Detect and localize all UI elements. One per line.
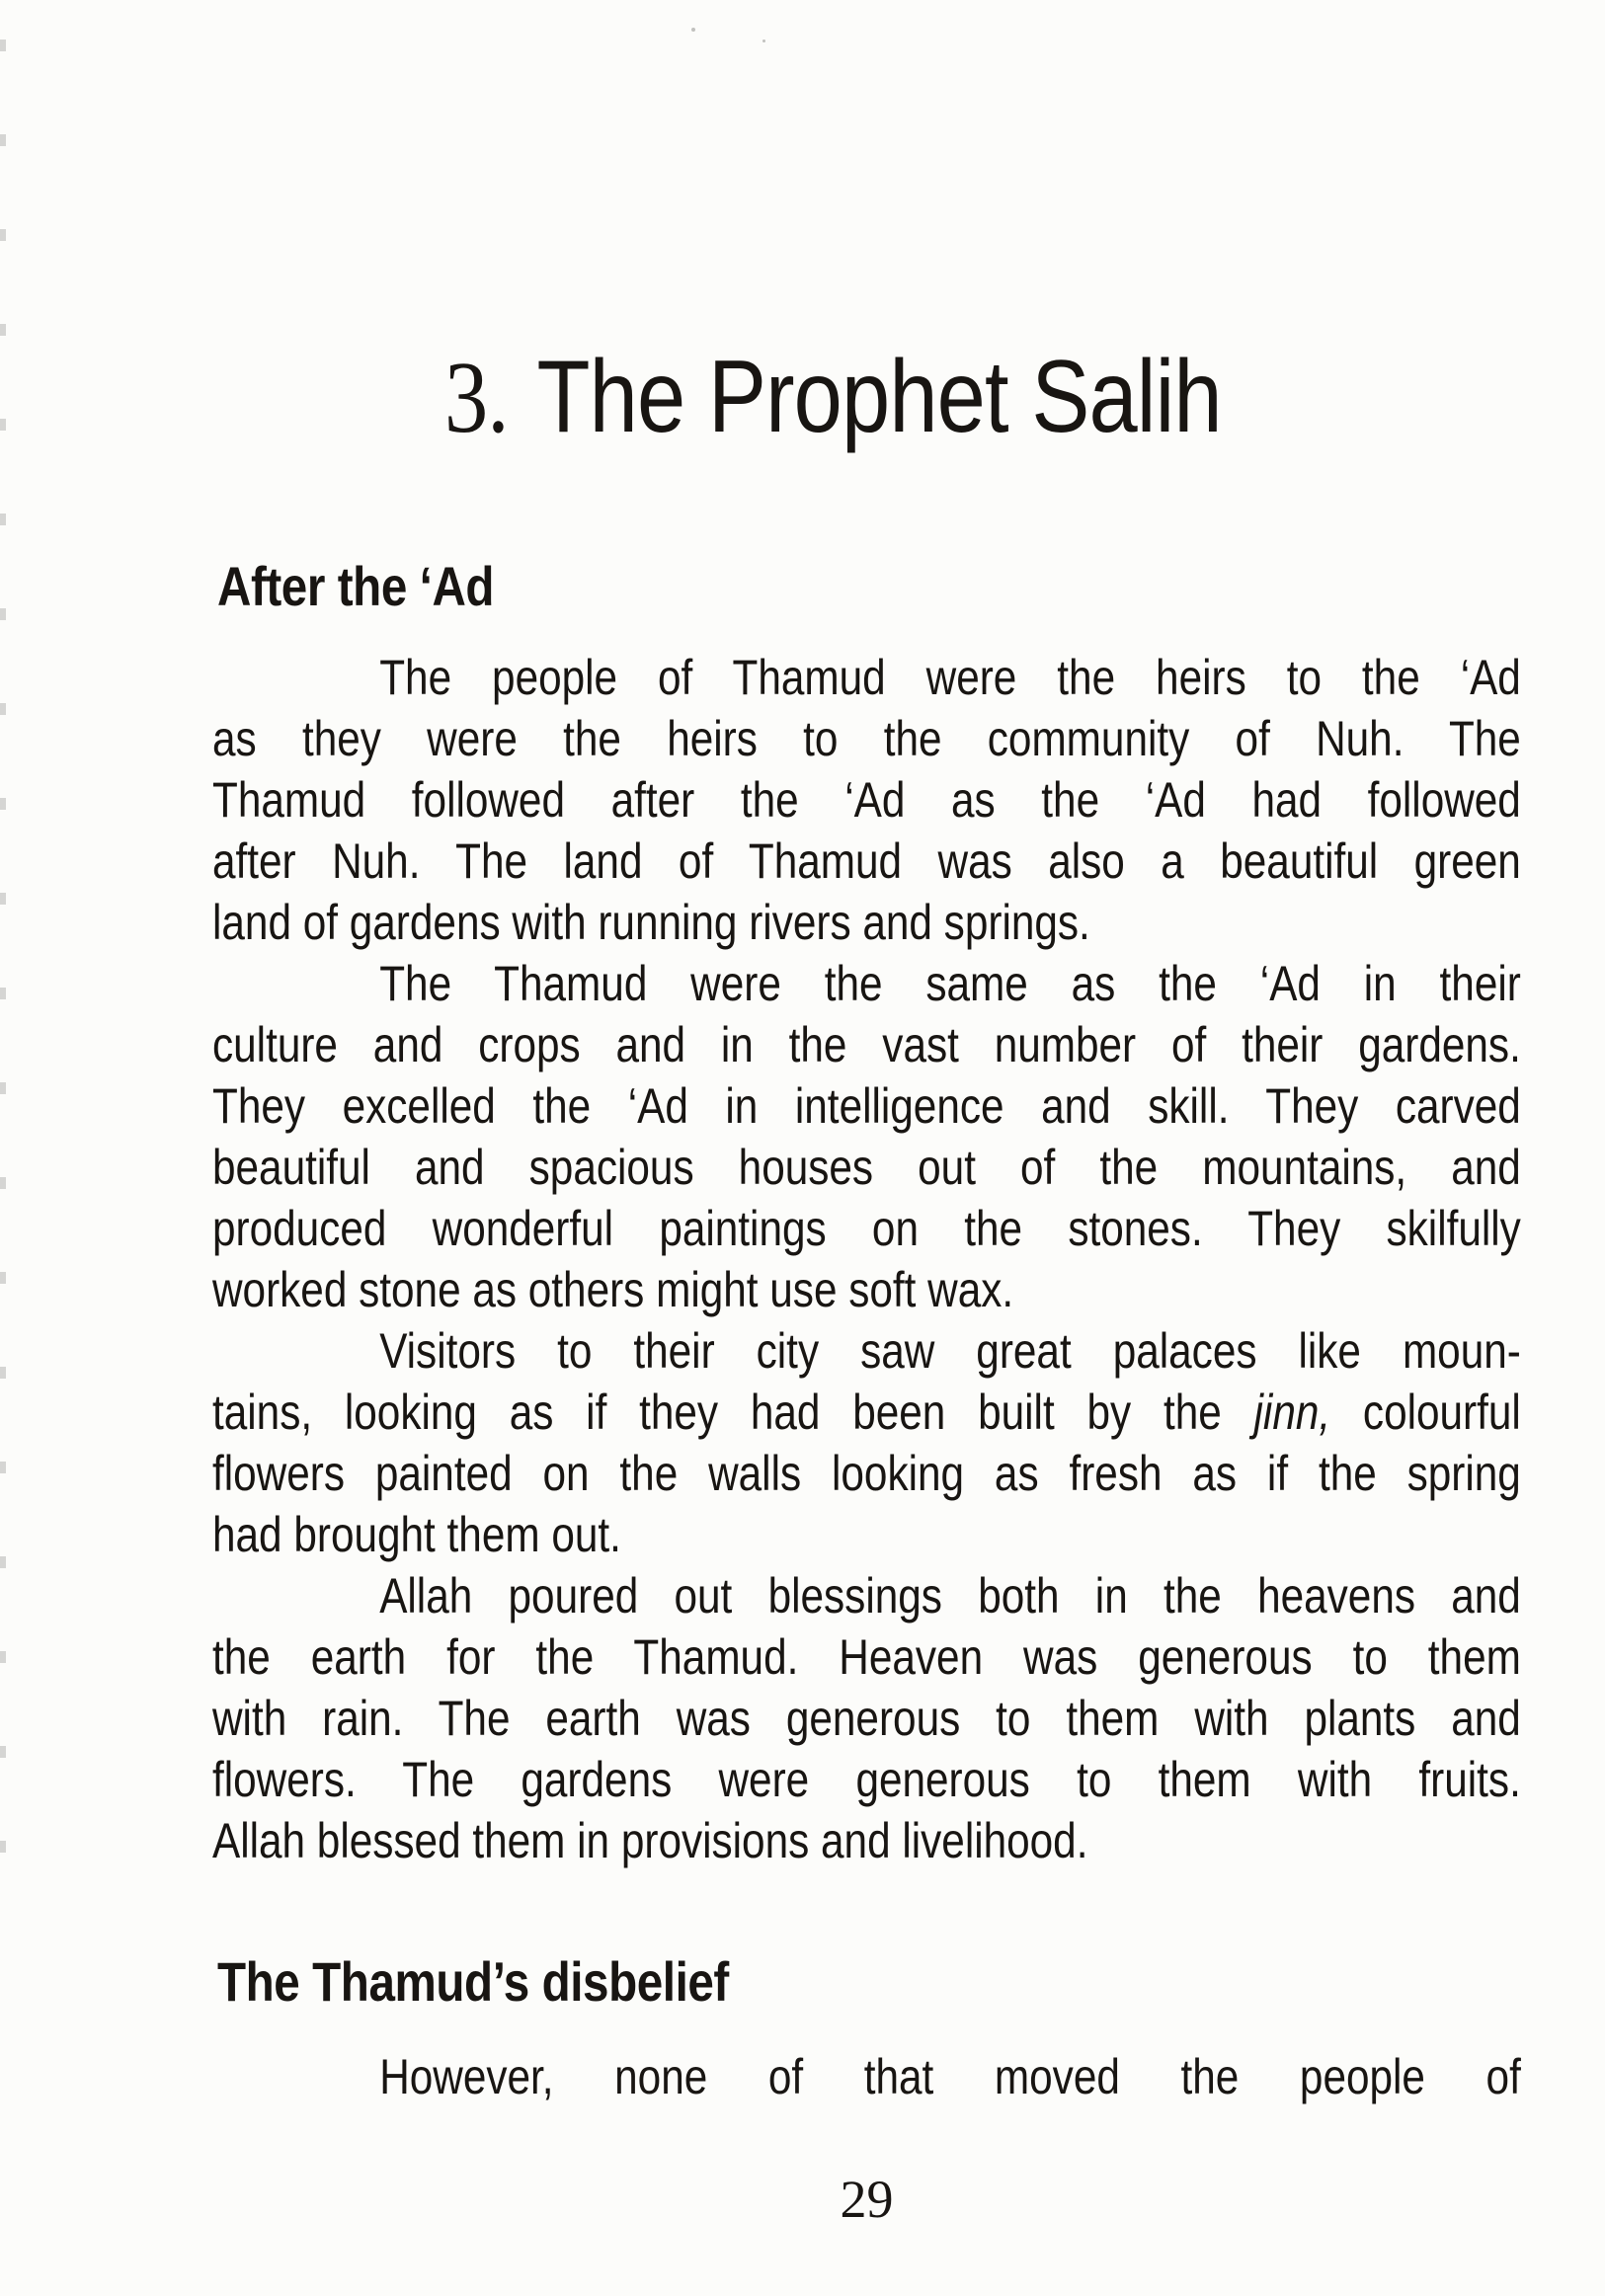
body-text-continued (212, 2046, 1521, 2107)
text-segment: They excelled the ‘Ad in intelligence and skill. They carved (212, 1078, 1521, 1134)
text-segment: Allah poured out blessings both in the heavens and (379, 1568, 1521, 1623)
text-line (212, 2046, 1521, 2107)
text-line (212, 1443, 1521, 1504)
italic-term: jinn, (1253, 1385, 1331, 1440)
scan-binding-marks (0, 40, 6, 1886)
text-segment: Thamud followed after the ‘Ad as the ‘Ad had followed (212, 772, 1521, 828)
text-line (212, 1565, 1521, 1626)
text-segment: tains, looking as if they had been built by the (212, 1385, 1254, 1440)
text-line (212, 1382, 1521, 1443)
text-segment: the earth for the Thamud. Heaven was generous to them (212, 1629, 1521, 1685)
text-segment: had brought them out. (212, 1507, 621, 1562)
page-number: 29 (840, 2170, 894, 2229)
text-line (212, 708, 1521, 769)
text-segment: produced wonderful paintings on the stones. They skilfully (212, 1201, 1521, 1256)
text-segment: Allah blessed them in provisions and livelihood. (212, 1813, 1088, 1868)
section-heading-thamuds-disbelief: The Thamud’s disbelief (217, 1950, 729, 2013)
text-line (212, 1626, 1521, 1688)
text-line (212, 1198, 1521, 1259)
text-line (212, 1137, 1521, 1198)
text-segment: beautiful and spacious houses out of the mountains, and (212, 1140, 1521, 1195)
paragraph (212, 1320, 1521, 1565)
paragraph (212, 1565, 1521, 1871)
text-line (212, 831, 1521, 892)
text-segment: However, none of that moved the people of (379, 2049, 1521, 2104)
text-line (212, 1749, 1521, 1810)
text-line (212, 1320, 1521, 1382)
text-line (212, 892, 1521, 953)
body-text (212, 647, 1521, 1871)
text-line (212, 1259, 1521, 1320)
text-segment: culture and crops and in the vast number of their gardens. (212, 1017, 1521, 1072)
text-segment: flowers painted on the walls looking as fresh as if the spring (212, 1446, 1521, 1501)
text-line (212, 1688, 1521, 1749)
text-segment: land of gardens with running rivers and springs. (212, 895, 1090, 950)
text-segment: The Thamud were the same as the ‘Ad in their (379, 956, 1521, 1011)
text-segment: flowers. The gardens were generous to them with fruits. (212, 1752, 1521, 1807)
text-segment: as they were the heirs to the community of Nuh. The (212, 711, 1521, 766)
text-line (212, 953, 1521, 1014)
section-heading-after-the-ad: After the ‘Ad (217, 555, 495, 617)
chapter-number: 3. (444, 341, 509, 454)
scan-speck (762, 40, 765, 42)
text-line (212, 1810, 1521, 1871)
text-segment: colourful (1330, 1385, 1521, 1440)
chapter-title (444, 340, 1222, 454)
text-line (212, 647, 1521, 708)
text-segment: Visitors to their city saw great palaces like moun- (379, 1323, 1521, 1379)
text-segment: after Nuh. The land of Thamud was also a beautiful green (212, 833, 1521, 889)
scan-speck (691, 28, 695, 32)
text-line (212, 1075, 1521, 1137)
paragraph (212, 953, 1521, 1320)
paragraph (212, 2046, 1521, 2107)
text-segment: worked stone as others might use soft wax. (212, 1262, 1014, 1317)
text-segment: with rain. The earth was generous to them with plants and (212, 1691, 1521, 1746)
text-line (212, 769, 1521, 831)
chapter-title-text: The Prophet Salih (536, 340, 1222, 454)
text-line (212, 1014, 1521, 1075)
text-segment: The people of Thamud were the heirs to the ‘Ad (379, 650, 1521, 705)
paragraph (212, 647, 1521, 953)
text-line (212, 1504, 1521, 1565)
